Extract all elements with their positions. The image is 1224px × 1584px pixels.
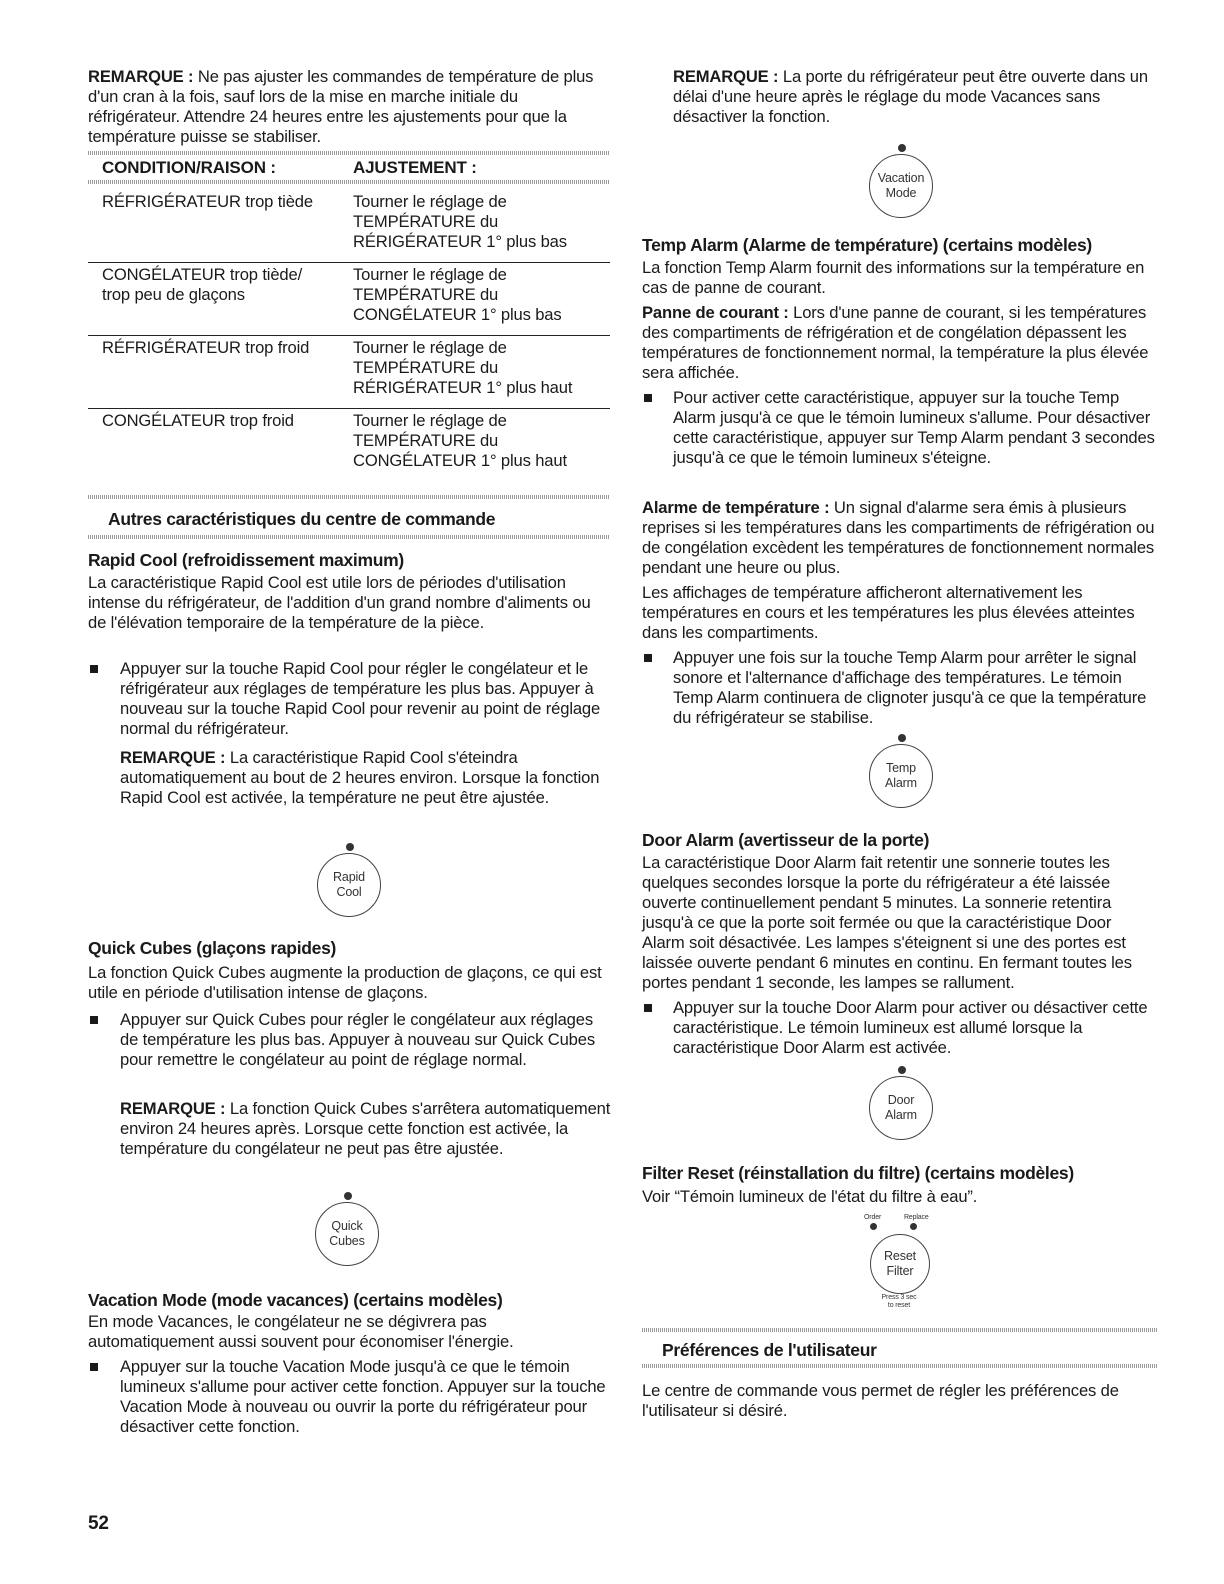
table-row-divider bbox=[88, 335, 610, 336]
table-cell-adjust: Tourner le réglage de TEMPÉRATURE du RÉRIGÉRATEUR 1° plus bas bbox=[353, 192, 567, 251]
rapid-cool-heading: Rapid Cool (refroidissement maximum) bbox=[88, 550, 404, 570]
temp-alarm-button-icon: Temp Alarm bbox=[869, 734, 935, 808]
bullet-icon bbox=[644, 394, 652, 402]
table-cell-condition: RÉFRIGÉRATEUR trop tiède bbox=[102, 192, 313, 211]
preferences-title: Préférences de l'utilisateur bbox=[662, 1340, 877, 1360]
temp-alarm-heading: Temp Alarm (Alarme de température) (certains modèles) bbox=[642, 235, 1092, 255]
section-divider bbox=[642, 1328, 1157, 1332]
vacation-mode-intro: En mode Vacances, le congélateur ne se dégivrera pas automatiquement aussi souvent pour économiser l'énergie. bbox=[88, 1312, 514, 1351]
section-divider bbox=[642, 1364, 1157, 1368]
temp-alarm-intro: La fonction Temp Alarm fournit des informations sur la température en cas de panne de courant. bbox=[642, 258, 1145, 297]
bullet-icon bbox=[644, 654, 652, 662]
section-divider bbox=[88, 535, 610, 539]
reset-caption: Press 3 sec to reset bbox=[881, 1294, 917, 1309]
vacation-mode-instruction: Appuyer sur la touche Vacation Mode jusqu'à ce que le témoin lumineux s'allume pour activer cette fonction. Appuyer sur la touche Vacation Mode à nouveau ou ouvrir la porte du réfrigérateur pour désactiver cette fonction. bbox=[120, 1357, 606, 1436]
door-alarm-heading: Door Alarm (avertisseur de la porte) bbox=[642, 830, 930, 850]
table-header-condition: CONDITION/RAISON : bbox=[102, 158, 276, 177]
reset-filter-button-icon: Order Replace Reset Filter Press 3 sec to reset bbox=[864, 1214, 929, 1309]
order-led-icon bbox=[870, 1223, 877, 1230]
quick-cubes-note: REMARQUE : La fonction Quick Cubes s'arrêtera automatiquement environ 24 heures après. Lorsque cette fonction est activée, la température du congélateur ne peut pas être ajustée. bbox=[120, 1099, 611, 1158]
vacation-mode-heading: Vacation Mode (mode vacances) (certains modèles) bbox=[88, 1290, 503, 1310]
filter-reset-heading: Filter Reset (réinstallation du filtre) (certains modèles) bbox=[642, 1163, 1074, 1183]
vacation-note: REMARQUE : La porte du réfrigérateur peut être ouverte dans un délai d'une heure après le réglage du mode Vacances sans désactiver la fonction. bbox=[673, 67, 1148, 126]
table-row-divider bbox=[88, 262, 610, 263]
bullet-icon bbox=[90, 1363, 98, 1371]
indicator-led-icon bbox=[898, 144, 906, 152]
power-failure-text: Panne de courant : Lors d'une panne de courant, si les températures des compartiments de réfrigération et de congélation dépassent les températures de fonctionnement normal, la température la plus élevée sera affichée. bbox=[642, 303, 1149, 382]
order-led-label: Order bbox=[864, 1214, 882, 1221]
quick-cubes-heading: Quick Cubes (glaçons rapides) bbox=[88, 938, 337, 958]
indicator-led-icon bbox=[344, 1192, 352, 1200]
door-alarm-button-icon: Door Alarm bbox=[869, 1066, 935, 1140]
table-top-divider bbox=[88, 151, 610, 155]
table-header-divider bbox=[88, 180, 610, 184]
table-cell-condition: CONGÉLATEUR trop froid bbox=[102, 411, 294, 430]
temp-alarm-instruction: Pour activer cette caractéristique, appuyer sur la touche Temp Alarm jusqu'à ce que le témoin lumineux s'allume. Pour désactiver cette caractéristique, appuyer sur Temp Alarm pendant 3 secondes jusqu'à ce que le témoin lumineux s'éteigne. bbox=[673, 388, 1155, 467]
section-title: Autres caractéristiques du centre de commande bbox=[108, 509, 496, 529]
note-temperature-adjust: REMARQUE : Ne pas ajuster les commandes de température de plus d'un cran à la fois, sauf lors de la mise en marche initiale du réfrigérateur. Attendre 24 heures entre les ajustements pour que la température puisse se stabiliser. bbox=[88, 67, 594, 146]
table-header-adjust: AJUSTEMENT : bbox=[353, 158, 477, 177]
bullet-icon bbox=[644, 1004, 652, 1012]
temp-alarm-stop-instruction: Appuyer une fois sur la touche Temp Alarm pour arrêter le signal sonore et l'alternance d'affichage des températures. Le témoin Temp Alarm continuera de clignoter jusqu'à ce que la température du réfrigérateur se stabilise. bbox=[673, 648, 1147, 727]
table-cell-condition: RÉFRIGÉRATEUR trop froid bbox=[102, 338, 310, 357]
indicator-led-icon bbox=[898, 734, 906, 742]
table-cell-adjust: Tourner le réglage de TEMPÉRATURE du RÉRIGÉRATEUR 1° plus haut bbox=[353, 338, 573, 397]
door-alarm-intro: La caractéristique Door Alarm fait retentir une sonnerie toutes les quelques secondes lorsque la porte du réfrigérateur a été laissée ouverte continuellement pendant 5 minutes. La sonnerie retentira jusqu'à ce que la porte soit fermée ou que la caractéristique Door Alarm soit désactivée. Les lampes s'éteignent si une des portes est laissée ouverte pendant 6 minutes en continu. En fermant toutes les portes pendant 1 seconde, les lampes se rallument. bbox=[642, 853, 1132, 992]
page-number: 52 bbox=[88, 1513, 109, 1534]
preferences-text: Le centre de commande vous permet de régler les préférences de l'utilisateur si désiré. bbox=[642, 1381, 1119, 1420]
indicator-led-icon bbox=[346, 843, 354, 851]
table-cell-adjust: Tourner le réglage de TEMPÉRATURE du CONGÉLATEUR 1° plus bas bbox=[353, 265, 562, 324]
rapid-cool-intro: La caractéristique Rapid Cool est utile lors de périodes d'utilisation intense du réfrigérateur, de l'addition d'un grand nombre d'aliments ou de l'élévation temporaire de la température de la pièce. bbox=[88, 573, 591, 632]
rapid-cool-note: REMARQUE : La caractéristique Rapid Cool s'éteindra automatiquement au bout de 2 heures environ. Lorsque la fonction Rapid Cool est activée, la température ne peut être ajustée. bbox=[120, 748, 600, 807]
replace-led-icon bbox=[910, 1223, 917, 1230]
temp-display-text: Les affichages de température afficheront alternativement les températures en cours et les températures les plus élevées atteintes dans les compartiments. bbox=[642, 583, 1135, 642]
filter-reset-intro: Voir “Témoin lumineux de l'état du filtre à eau”. bbox=[642, 1187, 978, 1206]
rapid-cool-instruction: Appuyer sur la touche Rapid Cool pour régler le congélateur et le réfrigérateur aux réglages de température les plus bas. Appuyer à nouveau sur la touche Rapid Cool pour revenir au point de réglage normal du réfrigérateur. bbox=[120, 659, 601, 738]
quick-cubes-intro: La fonction Quick Cubes augmente la production de glaçons, ce qui est utile en période d'utilisation intense de glaçons. bbox=[88, 963, 602, 1002]
indicator-led-icon bbox=[898, 1066, 906, 1074]
rapid-cool-button-icon: Rapid Cool bbox=[317, 843, 383, 917]
bullet-icon bbox=[90, 1016, 98, 1024]
table-cell-adjust: Tourner le réglage de TEMPÉRATURE du CONGÉLATEUR 1° plus haut bbox=[353, 411, 567, 470]
section-divider bbox=[88, 495, 610, 499]
quick-cubes-button-icon: Quick Cubes bbox=[315, 1192, 381, 1266]
temp-alarm-text: Alarme de température : Un signal d'alarme sera émis à plusieurs reprises si les températures dans les compartiments de réfrigération ou de congélation excèdent les températures de fonctionnement normales pendant une heure ou plus. bbox=[642, 498, 1155, 577]
door-alarm-instruction: Appuyer sur la touche Door Alarm pour activer ou désactiver cette caractéristique. Le témoin lumineux est allumé lorsque la caractéristique Door Alarm est activée. bbox=[673, 998, 1148, 1057]
replace-led-label: Replace bbox=[904, 1214, 929, 1221]
table-cell-condition: CONGÉLATEUR trop tiède/ trop peu de glaçons bbox=[102, 265, 303, 304]
vacation-mode-button-icon: Vacation Mode bbox=[869, 144, 935, 218]
table-row-divider bbox=[88, 408, 610, 409]
quick-cubes-instruction: Appuyer sur Quick Cubes pour régler le congélateur aux réglages de température les plus bas. Appuyer à nouveau sur Quick Cubes pour remettre le congélateur au point de réglage normal. bbox=[120, 1010, 595, 1069]
bullet-icon bbox=[90, 665, 98, 673]
